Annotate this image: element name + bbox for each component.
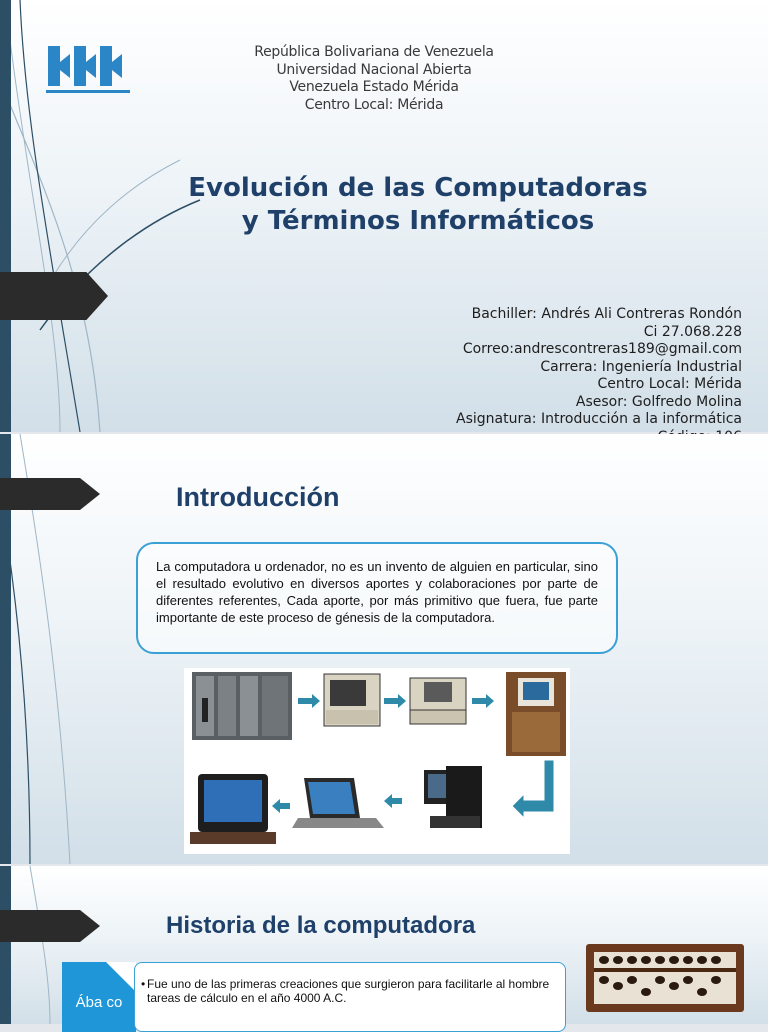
slide-arrow-tab — [0, 478, 100, 510]
title-line: Evolución de las Computadoras — [188, 173, 648, 203]
all-in-one-icon — [190, 774, 276, 844]
slide-arrow-tab — [0, 910, 100, 942]
university-logo — [44, 40, 134, 100]
abaco-description: Fue uno de las primeras creaciones que surgieron para facilitarle al hombre tareas de cálculo en el año 4000 A.C. — [147, 977, 550, 1005]
presentation-title — [120, 172, 716, 238]
info-line: Asesor: Golfredo Molina — [575, 393, 742, 410]
slide-arrow-tab — [0, 272, 108, 320]
beige-pc-icon — [410, 678, 466, 724]
header-line: República Bolivariana de Venezuela — [254, 44, 494, 60]
desktop-tower-icon — [424, 766, 482, 828]
institution-header — [200, 44, 548, 114]
left-accent-bar — [0, 866, 11, 1024]
mainframe-icon — [192, 672, 292, 740]
info-line: Correo:andrescontreras189@gmail.com — [462, 341, 742, 357]
info-line: Carrera: Ingeniería Industrial — [540, 358, 742, 375]
desk-pc-icon — [506, 672, 566, 756]
intro-paragraph: La computadora u ordenador, no es un invento de alguien en particular, sino el resultado evolutivo en diversos aportes y colaboraciones por parte de diferentes referentes, Cada aporte, por más primitivo que fuera, fue parte importante de este proceso de génesis de la computadora. — [156, 559, 598, 625]
laptop-icon — [292, 778, 384, 828]
info-line: Centro Local: Mérida — [597, 376, 742, 392]
computer-evolution-image — [184, 668, 570, 854]
history-slide — [0, 866, 768, 1024]
bullet-icon: • — [141, 977, 146, 991]
title-slide — [0, 0, 768, 432]
info-line: Bachiller: Andrés Ali Contreras Rondón — [471, 306, 742, 322]
slide-title: Introducción — [176, 482, 340, 512]
header-line: Universidad Nacional Abierta — [276, 61, 472, 78]
introduction-slide — [0, 434, 768, 864]
info-line: Asignatura: Introducción a la informática — [456, 411, 742, 427]
abacus-image — [582, 938, 748, 1018]
header-line: Venezuela Estado Mérida — [289, 79, 459, 95]
left-accent-bar — [0, 0, 11, 432]
author-info — [312, 306, 742, 446]
header-line: Centro Local: Mérida — [304, 96, 444, 113]
abaco-label: Ába co — [75, 994, 123, 1011]
intro-text-box — [136, 542, 618, 654]
early-pc-icon — [324, 674, 380, 726]
abaco-tab — [62, 962, 136, 1032]
abaco-description-box — [134, 962, 566, 1032]
title-line: y Términos Informáticos — [241, 206, 595, 236]
slide-title: Historia de la computadora — [166, 912, 476, 939]
info-line: Ci 27.068.228 — [643, 323, 742, 340]
